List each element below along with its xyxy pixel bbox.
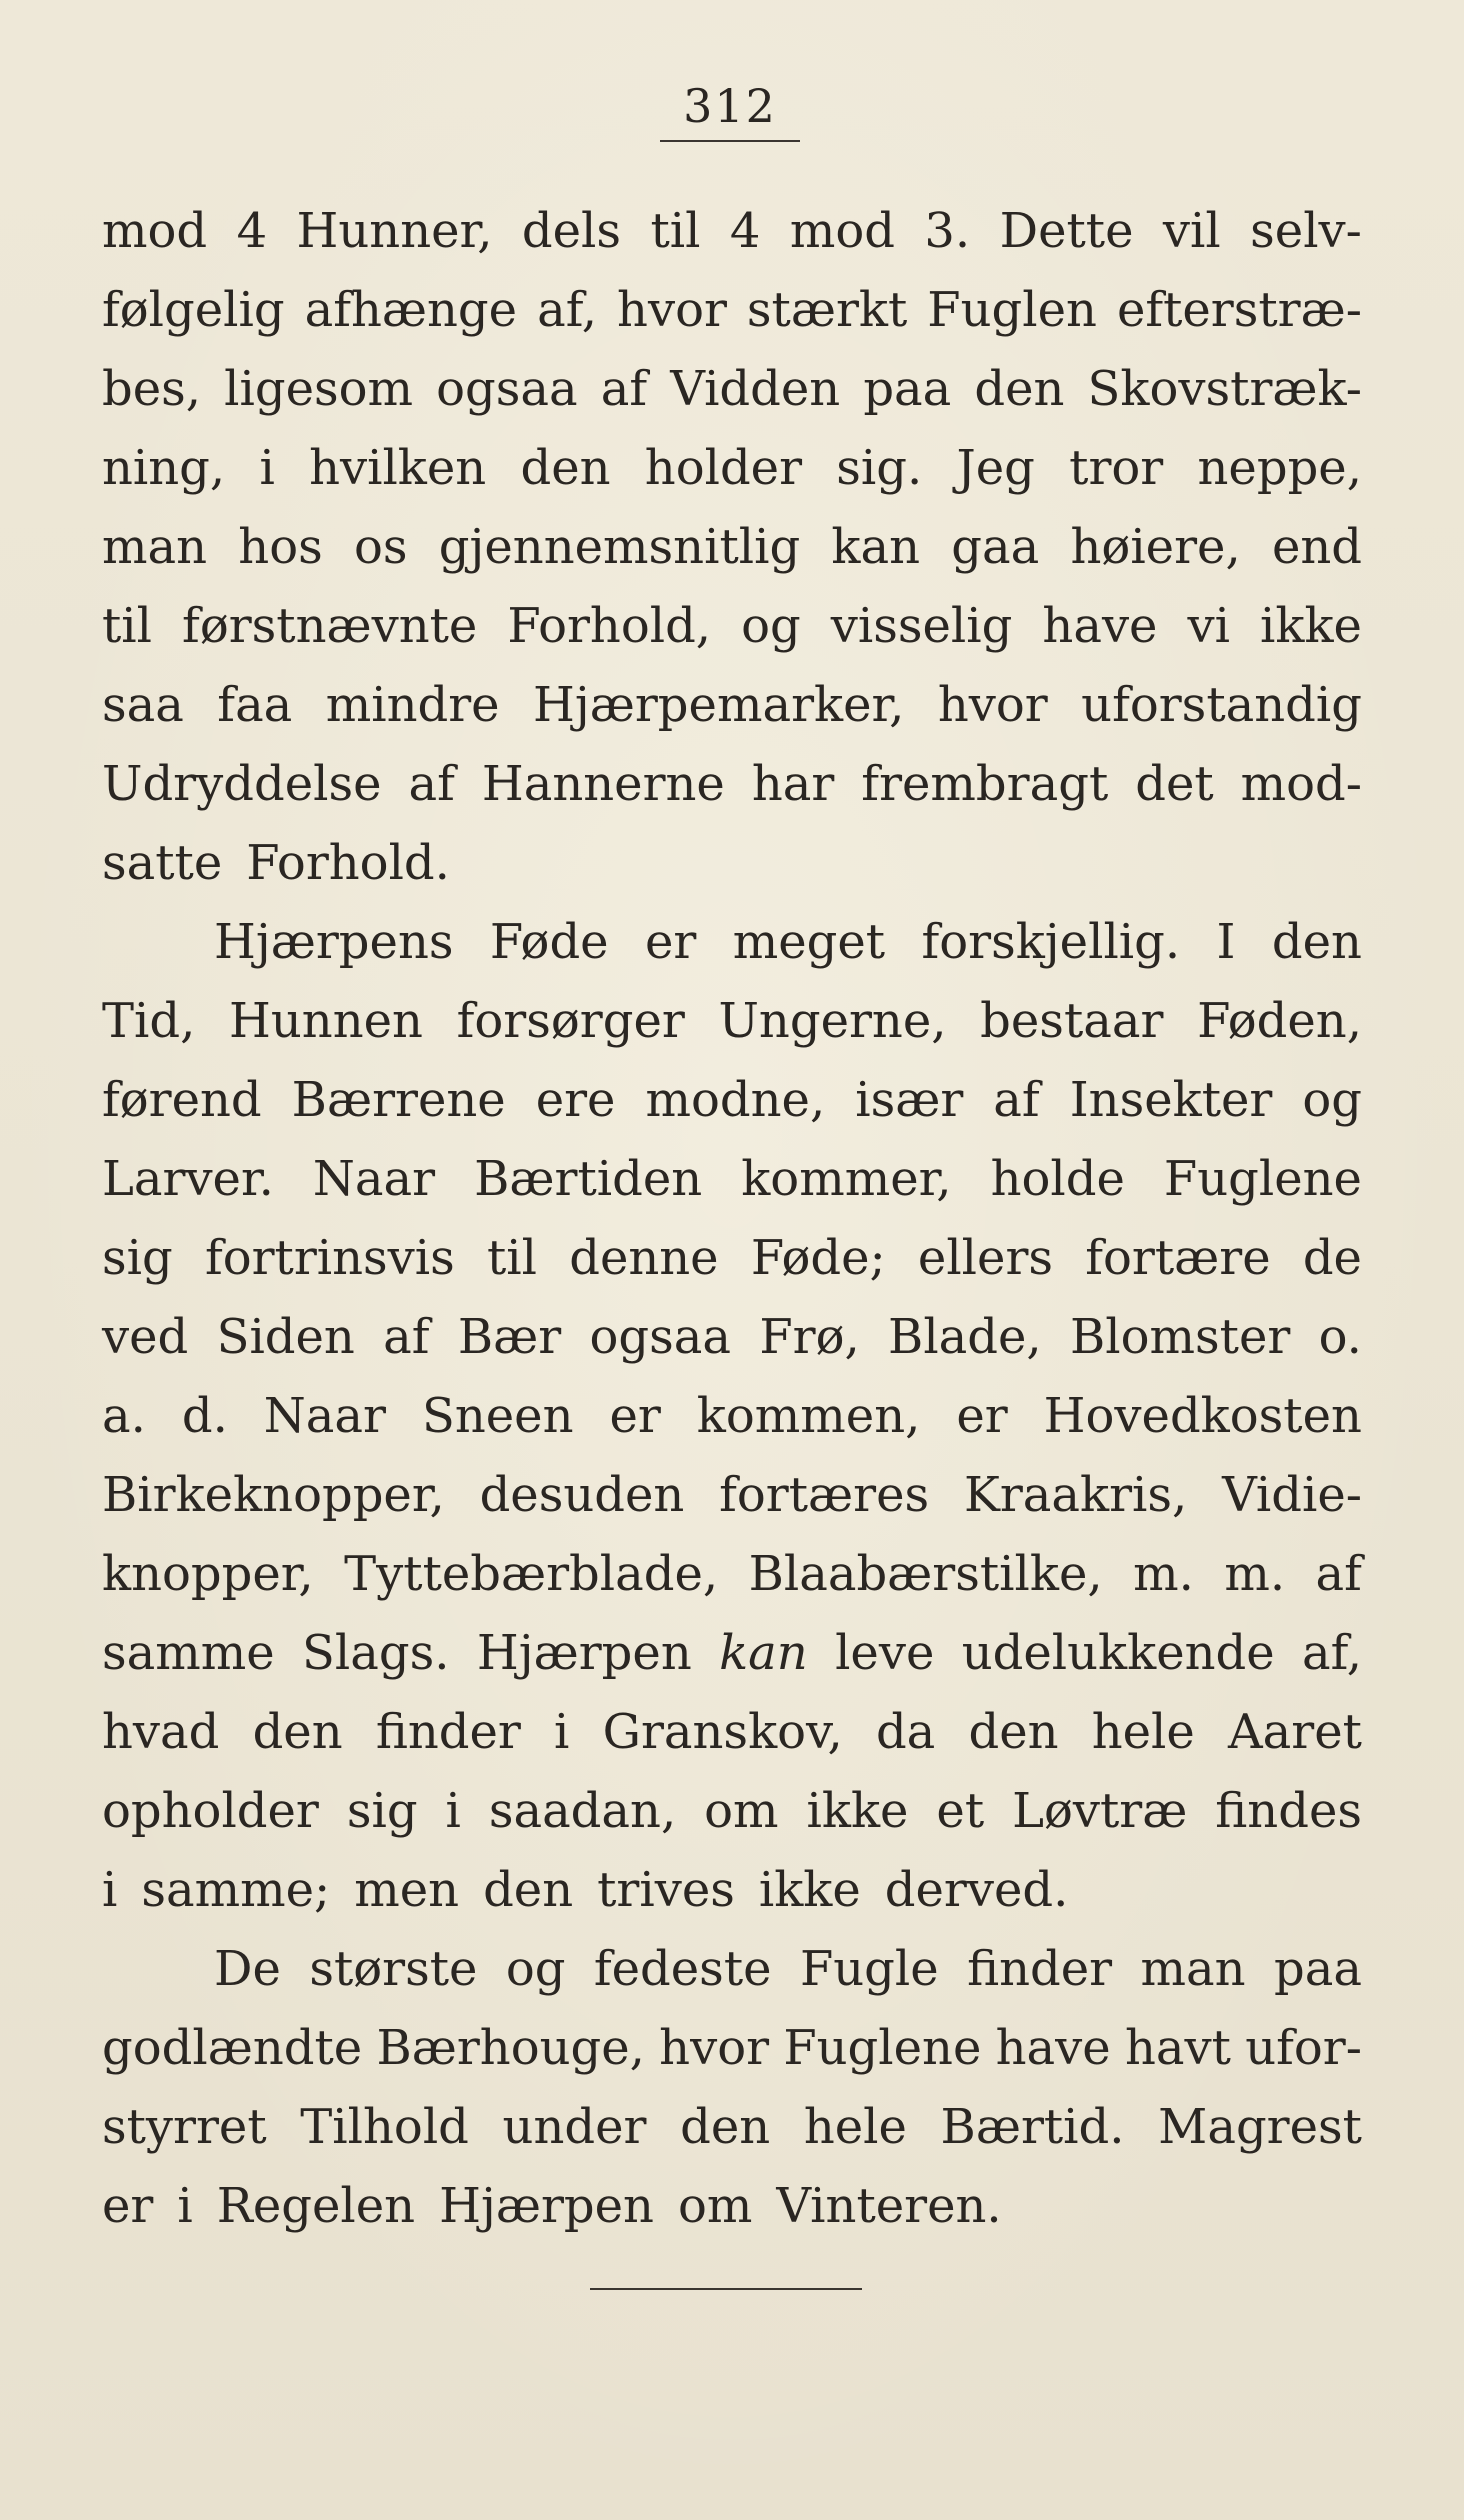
- word: kommer,: [741, 1151, 952, 1207]
- word: den: [968, 1704, 1059, 1760]
- word: Løvtræ: [1012, 1783, 1188, 1839]
- word: Tyttebærblade,: [344, 1546, 719, 1602]
- word: Blomster: [1070, 1309, 1291, 1365]
- word: Regelen: [216, 2178, 416, 2234]
- text-line: [102, 2167, 1362, 2246]
- word: mod: [102, 203, 208, 259]
- word: Føden,: [1197, 993, 1362, 1049]
- word: fortæres: [719, 1467, 930, 1523]
- word: til: [102, 598, 152, 654]
- word: 3.: [924, 203, 971, 259]
- text-line: [102, 745, 1362, 824]
- word: den: [520, 440, 611, 496]
- word: selv-: [1250, 203, 1362, 259]
- word: Udryddelse: [102, 756, 382, 812]
- word: sig: [346, 1783, 418, 1839]
- word: den: [252, 1704, 343, 1760]
- word: Vidie-: [1222, 1467, 1362, 1523]
- word: Fugle: [799, 1941, 939, 1997]
- word: Fuglen: [927, 282, 1097, 338]
- word: kan: [719, 1625, 808, 1681]
- word: et: [936, 1783, 985, 1839]
- word: førstnævnte: [182, 598, 478, 654]
- word: desuden: [479, 1467, 685, 1523]
- word: mod: [789, 203, 895, 259]
- word: af,: [1302, 1625, 1362, 1681]
- word: hvilken: [309, 440, 487, 496]
- word: Insekter: [1069, 1072, 1273, 1128]
- word: satte: [102, 835, 223, 891]
- word: styrret: [102, 2099, 267, 2155]
- word: ved: [102, 1309, 189, 1365]
- text-line: [102, 192, 1362, 271]
- text-line: [102, 350, 1362, 429]
- word: sig: [102, 1230, 173, 1286]
- body-text: [102, 192, 1362, 2246]
- word: Hovedkosten: [1043, 1388, 1362, 1444]
- word: 4: [729, 203, 761, 259]
- word: faa: [217, 677, 293, 733]
- word: forsørger: [456, 993, 685, 1049]
- word: Vinteren.: [776, 2178, 1002, 2234]
- word: De: [214, 1941, 281, 1997]
- text-line: [102, 1772, 1362, 1851]
- text-line: [102, 1061, 1362, 1140]
- word: i: [554, 1704, 570, 1760]
- word: hvor: [937, 677, 1048, 733]
- text-line: [102, 1140, 1362, 1219]
- word: bes,: [102, 361, 202, 417]
- word: ufor-: [1245, 2020, 1362, 2076]
- word: saa: [102, 677, 184, 733]
- word: vi: [1187, 598, 1230, 654]
- word: hele: [803, 2099, 907, 2155]
- word: Naar: [312, 1151, 436, 1207]
- word: Bærtiden: [474, 1151, 703, 1207]
- word: hvad: [102, 1704, 220, 1760]
- word: Naar: [263, 1388, 386, 1444]
- text-line: [102, 824, 1362, 903]
- word: Hjærpen: [439, 2178, 654, 2234]
- text-line: [102, 1930, 1362, 2009]
- word: til: [487, 1230, 537, 1286]
- word: af: [1315, 1546, 1362, 1602]
- word: Bærhouge,: [376, 2020, 645, 2076]
- word: man: [1140, 1941, 1246, 1997]
- word: ligesom: [224, 361, 414, 417]
- word: Hunner,: [296, 203, 493, 259]
- word: Bær: [457, 1309, 562, 1365]
- word: til: [650, 203, 701, 259]
- text-line: [102, 1851, 1362, 1930]
- word: det: [1135, 756, 1214, 812]
- word: paa: [1273, 1941, 1362, 1997]
- word: efterstræ-: [1116, 282, 1362, 338]
- word: Forhold,: [507, 598, 712, 654]
- text-line: [102, 508, 1362, 587]
- word: dels: [521, 203, 622, 259]
- word: hvor: [617, 282, 727, 338]
- word: især: [855, 1072, 964, 1128]
- word: Blaabærstilke,: [748, 1546, 1103, 1602]
- word: Ungerne,: [718, 993, 947, 1049]
- word: Fuglene: [1163, 1151, 1362, 1207]
- word: Hjærpemarker,: [533, 677, 905, 733]
- word: hos: [238, 519, 323, 575]
- word: Birkeknopper,: [102, 1467, 445, 1523]
- word: følgelig: [102, 282, 285, 338]
- word: Bærtid.: [940, 2099, 1125, 2155]
- word: af: [383, 1309, 430, 1365]
- text-line: [102, 903, 1362, 982]
- word: i: [177, 2178, 193, 2234]
- word: Sneen: [421, 1388, 574, 1444]
- word: ning,: [102, 440, 226, 496]
- word: Hjærpen: [476, 1625, 692, 1681]
- word: knopper,: [102, 1546, 314, 1602]
- word: I: [1216, 914, 1236, 970]
- word: meget: [732, 914, 886, 970]
- word: førend: [102, 1072, 262, 1128]
- word: i: [102, 1862, 118, 1918]
- word: bestaar: [980, 993, 1164, 1049]
- word: Aaret: [1228, 1704, 1362, 1760]
- word: af: [993, 1072, 1040, 1128]
- text-line: [102, 1219, 1362, 1298]
- word: er: [609, 1388, 661, 1444]
- word: Hannerne: [481, 756, 725, 812]
- word: i: [259, 440, 275, 496]
- word: Magrest: [1158, 2099, 1362, 2155]
- word: Slags.: [302, 1625, 450, 1681]
- word: have: [995, 2020, 1111, 2076]
- word: den: [680, 2099, 771, 2155]
- word: mindre: [325, 677, 500, 733]
- word: ogsaa: [589, 1309, 732, 1365]
- word: Tid,: [102, 993, 196, 1049]
- text-line: [102, 982, 1362, 1061]
- word: den: [974, 361, 1065, 417]
- word: uforstandig: [1081, 677, 1362, 733]
- text-line: [102, 587, 1362, 666]
- text-line: [102, 429, 1362, 508]
- text-line: [102, 1535, 1362, 1614]
- word: ere: [535, 1072, 616, 1128]
- text-line: [102, 666, 1362, 745]
- page-number: 312: [683, 79, 777, 133]
- word: under: [502, 2099, 647, 2155]
- word: Kraakris,: [963, 1467, 1188, 1523]
- word: Føde;: [750, 1230, 886, 1286]
- word: af,: [537, 282, 598, 338]
- word: samme;: [141, 1862, 331, 1918]
- text-line: [102, 2009, 1362, 2088]
- word: Fuglene: [783, 2020, 982, 2076]
- word: er: [102, 2178, 154, 2234]
- text-line: [102, 1298, 1362, 1377]
- word: ikke: [1260, 598, 1362, 654]
- word: godlændte: [102, 2020, 363, 2076]
- word: er: [956, 1388, 1008, 1444]
- word: have: [1042, 598, 1158, 654]
- word: hele: [1091, 1704, 1195, 1760]
- text-line: [102, 1693, 1362, 1772]
- word: mod-: [1240, 756, 1362, 812]
- word: Føde: [489, 914, 609, 970]
- word: Dette: [999, 203, 1134, 259]
- word: Siden: [216, 1309, 355, 1365]
- word: ogsaa: [436, 361, 578, 417]
- word: fortære: [1085, 1230, 1271, 1286]
- word: den: [483, 1862, 574, 1918]
- word: Larver.: [102, 1151, 274, 1207]
- section-end-rule: [590, 2288, 862, 2290]
- word: kommen,: [696, 1388, 921, 1444]
- word: findes: [1215, 1783, 1362, 1839]
- text-line: [102, 1614, 1362, 1693]
- word: paa: [863, 361, 952, 417]
- word: da: [875, 1704, 936, 1760]
- word: den: [1271, 914, 1362, 970]
- word: men: [354, 1862, 460, 1918]
- word: høiere,: [1070, 519, 1241, 575]
- word: end: [1271, 519, 1362, 575]
- word: trives: [597, 1862, 735, 1918]
- word: og: [505, 1941, 566, 1997]
- text-line: [102, 2088, 1362, 2167]
- word: finder: [375, 1704, 521, 1760]
- word: af: [408, 756, 455, 812]
- word: tror: [1069, 440, 1164, 496]
- word: ikke: [806, 1783, 909, 1839]
- word: os: [354, 519, 408, 575]
- word: neppe,: [1197, 440, 1362, 496]
- word: fedeste: [593, 1941, 772, 1997]
- word: af: [600, 361, 648, 417]
- word: og: [1302, 1072, 1362, 1128]
- word: afhænge: [304, 282, 518, 338]
- word: Forhold.: [246, 835, 450, 891]
- word: visselig: [830, 598, 1013, 654]
- word: gaa: [951, 519, 1040, 575]
- word: saadan,: [488, 1783, 677, 1839]
- word: vil: [1162, 203, 1221, 259]
- word: Granskov,: [602, 1704, 843, 1760]
- word: og: [741, 598, 801, 654]
- word: har: [751, 756, 835, 812]
- word: de: [1302, 1230, 1362, 1286]
- word: Vidden: [670, 361, 841, 417]
- word: ikke: [758, 1862, 861, 1918]
- word: Hunnen: [229, 993, 423, 1049]
- text-line: [102, 1456, 1362, 1535]
- word: samme: [102, 1625, 275, 1681]
- word: Jeg: [956, 440, 1035, 496]
- word: stærkt: [746, 282, 908, 338]
- word: holder: [644, 440, 803, 496]
- text-line: [102, 1377, 1362, 1456]
- word: havt: [1124, 2020, 1231, 2076]
- word: a.: [102, 1388, 146, 1444]
- word: er: [644, 914, 697, 970]
- word: Tilhold: [300, 2099, 469, 2155]
- word: holde: [990, 1151, 1125, 1207]
- word: sig.: [836, 440, 923, 496]
- word: opholder: [102, 1783, 319, 1839]
- word: 4: [236, 203, 268, 259]
- word: største: [309, 1941, 478, 1997]
- word: modne,: [645, 1072, 826, 1128]
- word: hvor: [659, 2020, 770, 2076]
- word: Frø,: [759, 1309, 860, 1365]
- word: frembragt: [861, 756, 1109, 812]
- word: kan: [831, 519, 921, 575]
- word: i: [445, 1783, 461, 1839]
- word: m.: [1224, 1546, 1286, 1602]
- page-number-underline: [660, 140, 800, 142]
- word: ellers: [917, 1230, 1054, 1286]
- word: om: [704, 1783, 779, 1839]
- word: Bærrene: [291, 1072, 506, 1128]
- text-line: [102, 271, 1362, 350]
- word: denne: [569, 1230, 719, 1286]
- word: leve: [835, 1625, 935, 1681]
- word: gjennemsnitlig: [438, 519, 801, 575]
- word: Skovstræk-: [1087, 361, 1362, 417]
- word: Hjærpens: [214, 914, 454, 970]
- word: m.: [1133, 1546, 1194, 1602]
- word: d.: [181, 1388, 228, 1444]
- word: om: [677, 2178, 753, 2234]
- word: forskjellig.: [921, 914, 1181, 970]
- word: finder: [967, 1941, 1113, 1997]
- word: udelukkende: [961, 1625, 1275, 1681]
- word: Blade,: [888, 1309, 1042, 1365]
- word: o.: [1318, 1309, 1362, 1365]
- word: man: [102, 519, 208, 575]
- word: fortrinsvis: [204, 1230, 455, 1286]
- word: derved.: [884, 1862, 1069, 1918]
